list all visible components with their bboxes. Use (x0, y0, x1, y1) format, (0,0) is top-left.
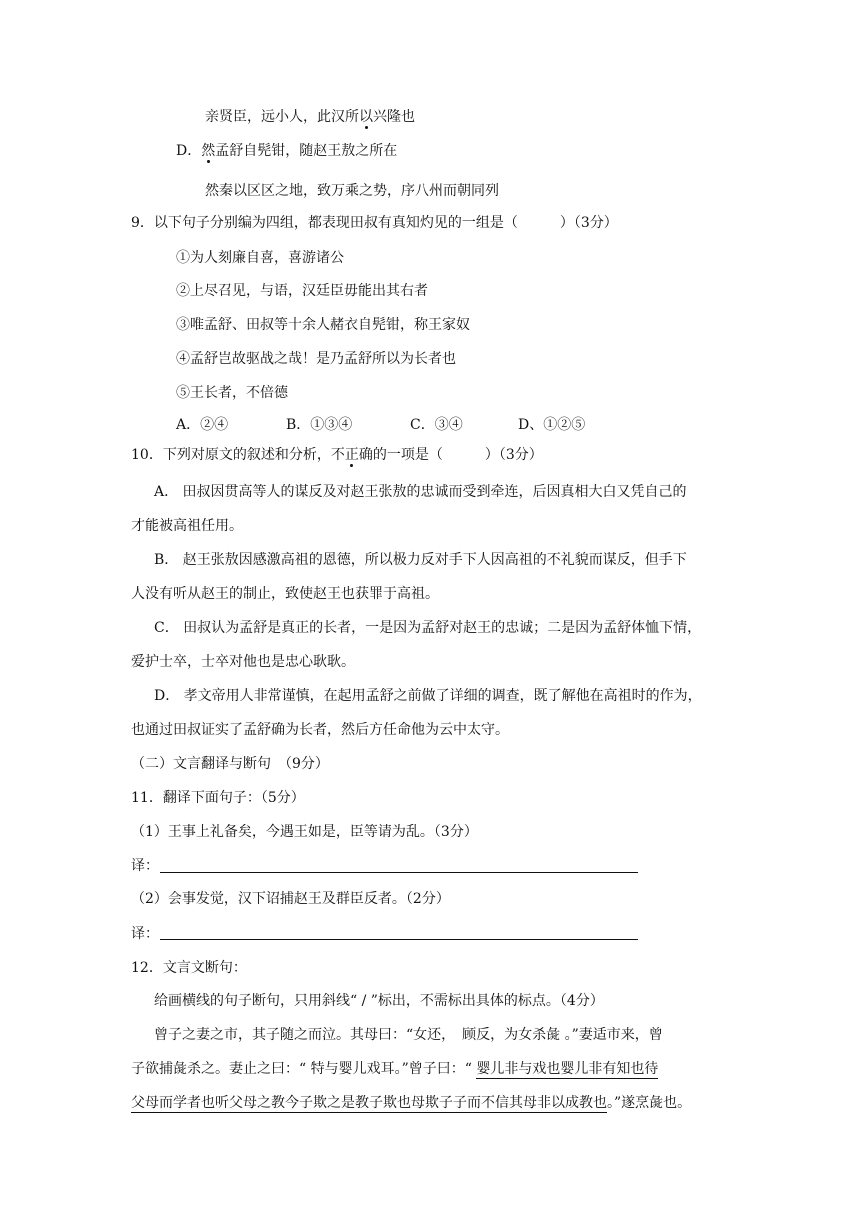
option-d: D．然孟舒自髡钳，随赵王敖之所在 (176, 143, 398, 159)
passage-line: 子欲捕彘杀之。妻止之曰：“ 特与婴儿戏耳。”曾子曰：“ 婴儿非与戏也婴儿非有知也待 (131, 1061, 659, 1077)
q9-option-a: A．②④ (176, 417, 229, 433)
q10-option-a-cont: 才能被高祖任用。 (131, 518, 243, 534)
prev-option-line: 亲贤臣，远小人，此汉所以兴隆也 (205, 109, 415, 125)
answer-line[interactable] (160, 939, 638, 940)
q9-item: ④孟舒岂故驱战之哉！是乃孟舒所以为长者也 (176, 351, 456, 367)
q10-option-b-cont: 人没有听从赵王的制止，致使赵王也获罪于高祖。 (131, 586, 439, 602)
q10-option-a: A． 田叔因贯高等人的谋反及对赵王张敖的忠诚而受到牵连，后因真相大白又凭自己的 (154, 484, 687, 500)
q12-instruction: 给画横线的句子断句，只用斜线“ / ”标出，不需标出具体的标点。（4分） (154, 993, 604, 1009)
passage-line: 曾子之妻之市，其子随之而泣。其母曰：“女还， 顾反，为女杀彘 。”妻适市来，曾 (154, 1027, 663, 1043)
q11-sentence-1: （1）王事上礼备矣，今遇王如是，臣等请为乱。（3分） (131, 824, 478, 840)
passage-line: 父母而学者也听父母之教今子欺之是教子欺也母欺子子而不信其母非以成教也。”遂烹彘也。 (131, 1095, 692, 1111)
q10-option-b: B． 赵王张敖因感激高祖的恩德，所以极力反对手下人因高祖的不礼貌而谋反，但手下 (154, 552, 687, 568)
underlined-sentence: 父母而学者也听父母之教今子欺之是教子欺也母欺子子而不信其母非以成教也 (131, 1095, 607, 1111)
underlined-sentence: 婴儿非与戏也婴儿非有知也待 (476, 1061, 659, 1077)
q10-option-d-cont: 也通过田叔证实了孟舒确为长者，然后方任命他为云中太守。 (131, 722, 509, 738)
q9-item: ②上尽召见，与语，汉廷臣毋能出其右者 (176, 283, 428, 299)
q9-item: ①为人刻廉自喜，喜游诸公 (176, 250, 344, 266)
q9-option-d: D、①②⑤ (518, 417, 586, 433)
q10-option-c-cont: 爱护士卒，士卒对他也是忠心耿耿。 (131, 654, 355, 670)
q9-option-c: C．③④ (410, 417, 463, 433)
q10-option-d: D． 孝文帝用人非常谨慎，在起用孟舒之前做了详细的调查，既了解他在高祖时的作为， (154, 688, 702, 704)
option-d-line2: 然秦以区区之地，致万乘之势，序八州而朝同列 (205, 183, 499, 199)
q12-stem: 12．文言文断句： (131, 960, 247, 976)
q11-stem: 11．翻译下面句子：（5分） (131, 790, 305, 806)
section-title: （二）文言翻译与断句 （9分） (131, 756, 329, 772)
answer-line[interactable] (160, 872, 638, 873)
q9-item: ③唯孟舒、田叔等十余人赭衣自髡钳，称王家奴 (176, 317, 470, 333)
q9-item: ⑤王长者，不倍德 (176, 385, 288, 401)
q10-stem: 10．下列对原文的叙述和分析，不正确的一项是（ ）（3分） (131, 447, 543, 463)
q10-option-c: C． 田叔认为孟舒是真正的长者，一是因为孟舒对赵王的忠诚；二是因为孟舒体恤下情， (154, 620, 702, 636)
q9-option-b: B．①③④ (286, 417, 353, 433)
q9-stem: 9．以下句子分别编为四组，都表现田叔有真知灼见的一组是（ ）（3分） (131, 215, 618, 231)
answer-label: 译： (131, 926, 159, 942)
answer-label: 译： (131, 858, 159, 874)
q11-sentence-2: （2）会事发觉，汉下诏捕赵王及群臣反者。（2分） (131, 891, 450, 907)
